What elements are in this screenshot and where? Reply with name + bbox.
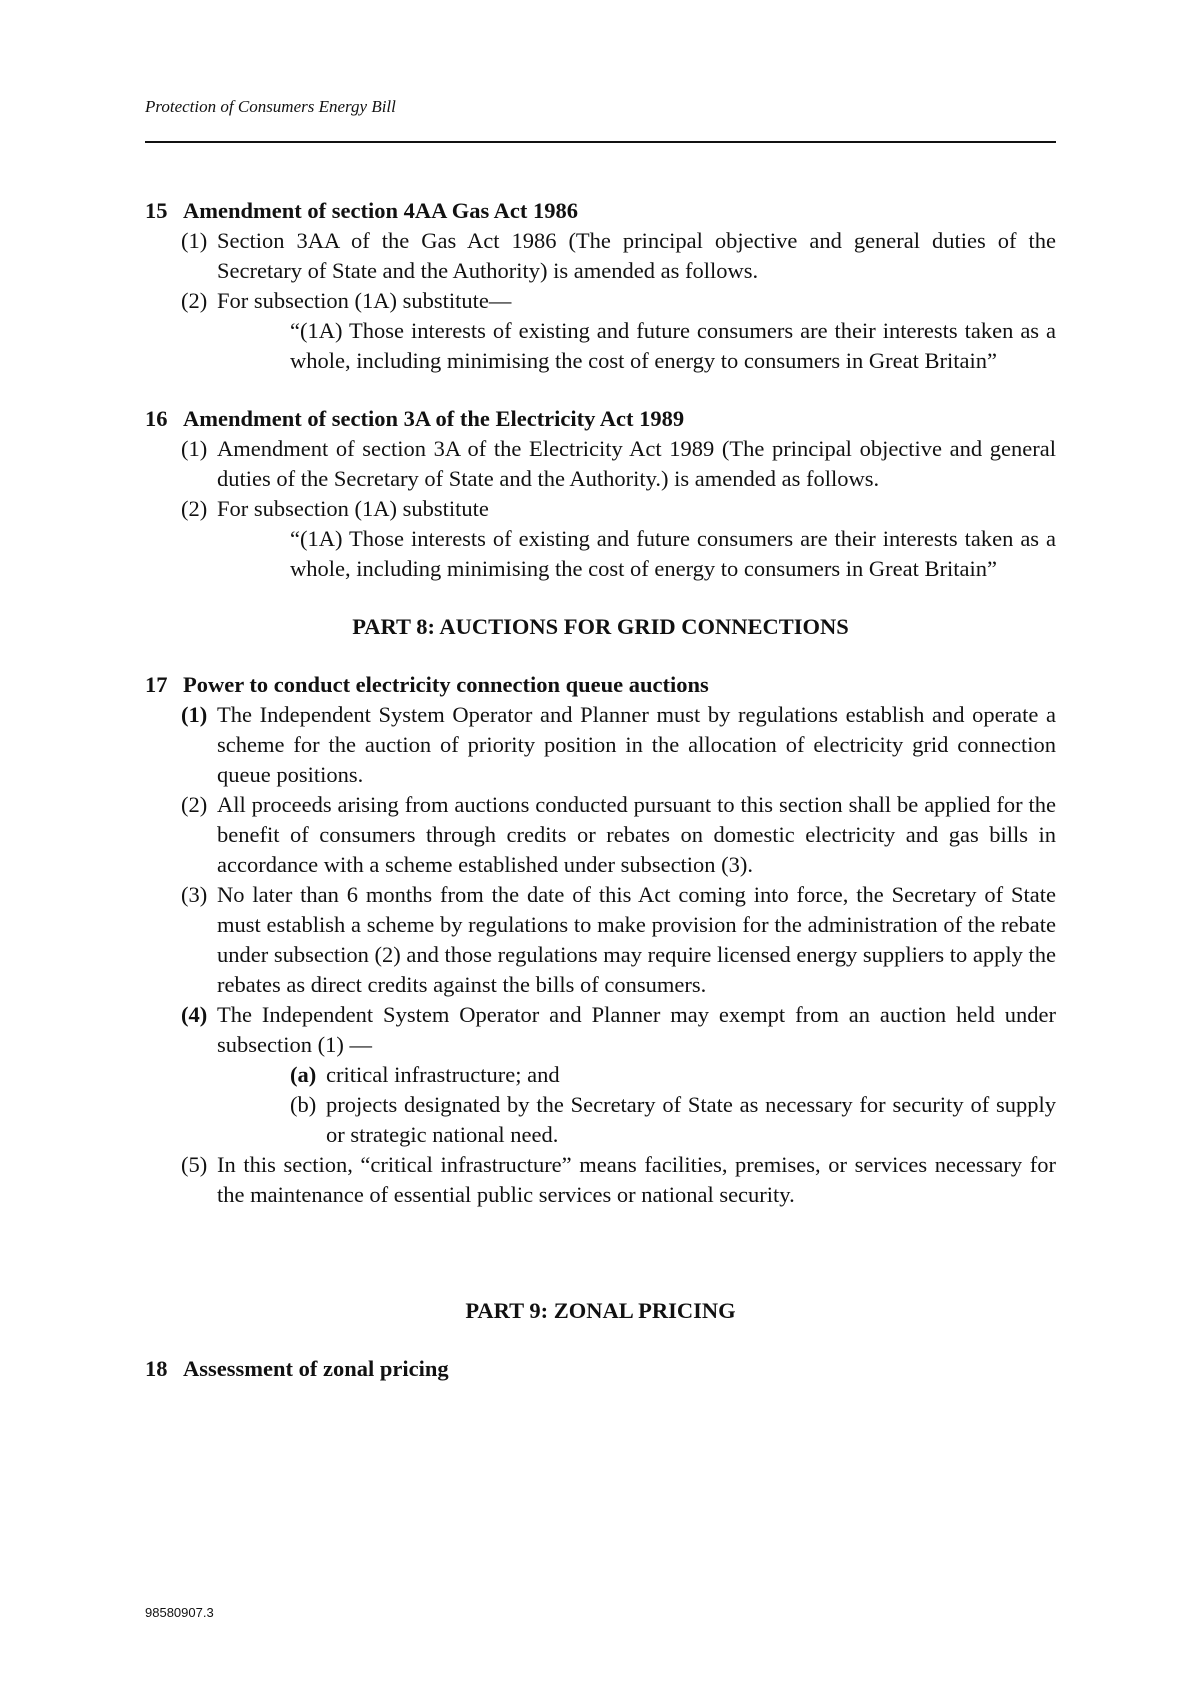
subsection-text: In this section, “critical infrastructure” means facilities, premises, or services necessary for the maintenance of essential public services or national security.	[217, 1152, 1056, 1207]
quoted-amendment: “(1A) Those interests of existing and future consumers are their interests taken as a whole, including minimising the cost of energy to consumers in Great Britain”	[290, 526, 1056, 581]
subsection-number: (2)	[181, 496, 208, 521]
quoted-amendment: “(1A) Those interests of existing and future consumers are their interests taken as a whole, including minimising the cost of energy to consumers in Great Britain”	[290, 318, 1056, 373]
section-number: 15	[145, 198, 168, 223]
subsection-number: (1)	[181, 436, 208, 461]
section-number: 18	[145, 1356, 168, 1381]
subsection-number: (2)	[181, 288, 208, 313]
section-number: 17	[145, 672, 168, 697]
section-title: Power to conduct electricity connection queue auctions	[183, 672, 709, 697]
section-15	[145, 196, 1056, 376]
subsection	[145, 1150, 1056, 1210]
subsection-number: (1)	[181, 228, 208, 253]
header-rule	[145, 141, 1056, 143]
paragraph-letter: (a)	[290, 1062, 317, 1087]
subsection-text: For subsection (1A) substitute	[217, 496, 489, 521]
section-title: Amendment of section 4AA Gas Act 1986	[183, 198, 578, 223]
subsection	[145, 1000, 1056, 1060]
subsection	[145, 790, 1056, 880]
section-title: Amendment of section 3A of the Electricity Act 1989	[183, 406, 685, 431]
section-number: 16	[145, 406, 168, 431]
section-18	[145, 1354, 1056, 1384]
paragraph	[145, 1060, 1056, 1090]
subsection-text: No later than 6 months from the date of this Act coming into force, the Secretary of State must establish a scheme by regulations to make provision for the administration of the rebate under subsection (2) and those regulations may require licensed energy suppliers to apply the rebates as direct credits against the bills of consumers.	[217, 882, 1056, 997]
document-body	[145, 196, 1056, 1412]
section-heading	[145, 404, 1056, 434]
paragraph-text: projects designated by the Secretary of State as necessary for security of supply or strategic national need.	[326, 1092, 1056, 1147]
subsection	[145, 286, 1056, 316]
paragraph-text: critical infrastructure; and	[326, 1062, 560, 1087]
subsection	[145, 700, 1056, 790]
subsection-text: Amendment of section 3A of the Electricity Act 1989 (The principal objective and general duties of the Secretary of State and the Authority.) is amended as follows.	[217, 436, 1056, 491]
subsection	[145, 434, 1056, 494]
subsection-text: The Independent System Operator and Planner must by regulations establish and operate a scheme for the auction of priority position in the allocation of electricity grid connection queue positions.	[217, 702, 1056, 787]
paragraph	[145, 1090, 1056, 1150]
subsection-number: (5)	[181, 1152, 208, 1177]
subsection	[145, 226, 1056, 286]
subsection-text: For subsection (1A) substitute—	[217, 288, 512, 313]
subsection	[145, 494, 1056, 524]
section-heading	[145, 196, 1056, 226]
section-heading	[145, 1354, 1056, 1384]
part-heading: PART 8: AUCTIONS FOR GRID CONNECTIONS	[352, 614, 849, 639]
subsection-text: All proceeds arising from auctions conducted pursuant to this section shall be applied for the benefit of consumers through credits or rebates on domestic electricity and gas bills in accordance with a scheme established under subsection (3).	[217, 792, 1056, 877]
part-heading: PART 9: ZONAL PRICING	[465, 1298, 736, 1323]
section-17	[145, 670, 1056, 1210]
subsection	[145, 880, 1056, 1000]
paragraph-letter: (b)	[290, 1092, 317, 1117]
section-title: Assessment of zonal pricing	[183, 1356, 449, 1381]
document-reference: 98580907.3	[145, 1605, 214, 1620]
subsection-number: (2)	[181, 792, 208, 817]
subsection-text: Section 3AA of the Gas Act 1986 (The principal objective and general duties of the Secretary of State and the Authority) is amended as follows.	[217, 228, 1056, 283]
section-heading	[145, 670, 1056, 700]
section-16	[145, 404, 1056, 584]
subsection-number: (4)	[181, 1002, 208, 1027]
subsection-text: The Independent System Operator and Planner may exempt from an auction held under subsection (1) —	[217, 1002, 1056, 1057]
running-header-title: Protection of Consumers Energy Bill	[145, 97, 396, 116]
subsection-number: (3)	[181, 882, 208, 907]
subsection-number: (1)	[181, 702, 208, 727]
